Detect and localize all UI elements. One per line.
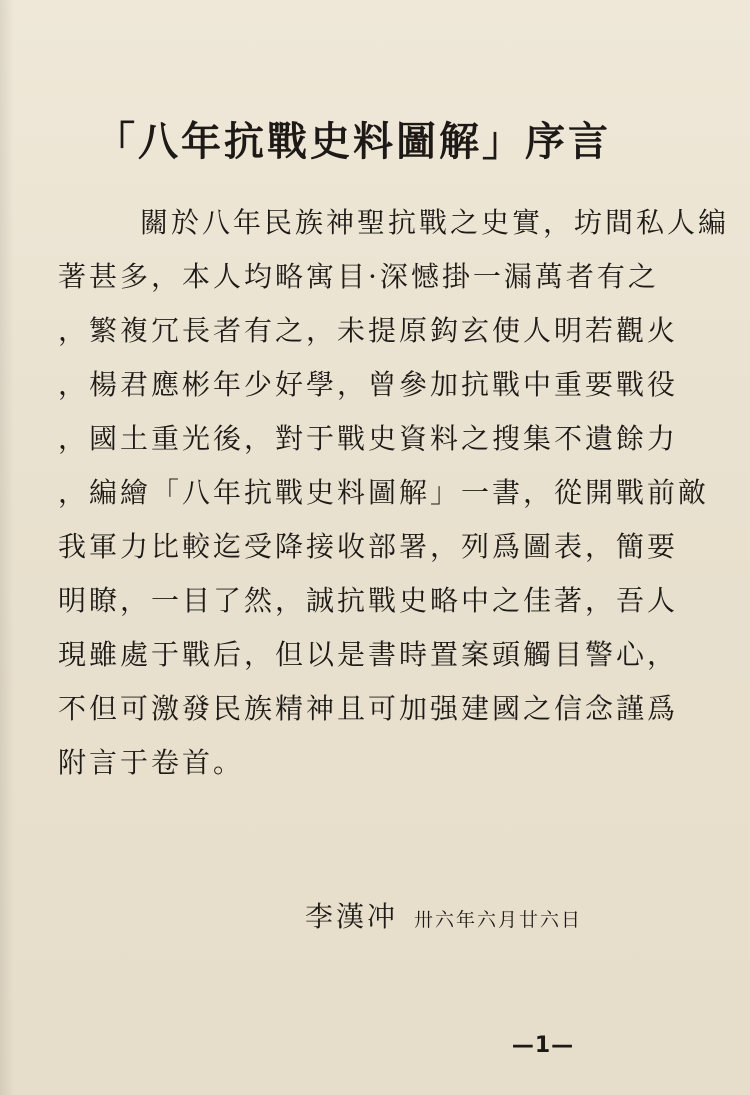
body-line: 不但可激發民族精神且可加强建國之信念謹爲 bbox=[58, 692, 679, 725]
preface-body bbox=[58, 196, 730, 790]
body-line: ，國土重光後，對于戰史資料之搜集不遺餘力 bbox=[58, 422, 679, 455]
signature-block bbox=[305, 895, 705, 939]
body-line: 我軍力比較迄受降接收部署，列爲圖表，簡要 bbox=[58, 530, 679, 563]
page-edge-shadow bbox=[0, 0, 14, 1095]
body-line: 現雖處于戰后，但以是書時置案頭觸目警心， bbox=[58, 638, 679, 671]
body-line: ，編繪「八年抗戰史料圖解」一書，從開戰前敵 bbox=[58, 476, 710, 509]
page-title: 「八年抗戰史料圖解」序言 bbox=[95, 118, 611, 165]
body-line: 著甚多，本人均略寓目·深憾掛一漏萬者有之 bbox=[58, 260, 659, 293]
body-line: ，楊君應彬年少好學，曾參加抗戰中重要戰役 bbox=[58, 368, 679, 401]
body-line: 關於八年民族神聖抗戰之史實，坊間私人編 bbox=[140, 206, 730, 239]
signature-date: 卅六年六月廿六日 bbox=[414, 909, 583, 931]
page-number: —1— bbox=[511, 1033, 575, 1058]
body-line: ，繁複冗長者有之，未提原鈎玄使人明若觀火 bbox=[58, 314, 679, 347]
signature-name: 李漢冲 bbox=[305, 900, 399, 933]
body-line: 附言于卷首。 bbox=[58, 746, 245, 779]
body-line: 明瞭，一目了然，誠抗戰史略中之佳著，吾人 bbox=[58, 584, 679, 617]
